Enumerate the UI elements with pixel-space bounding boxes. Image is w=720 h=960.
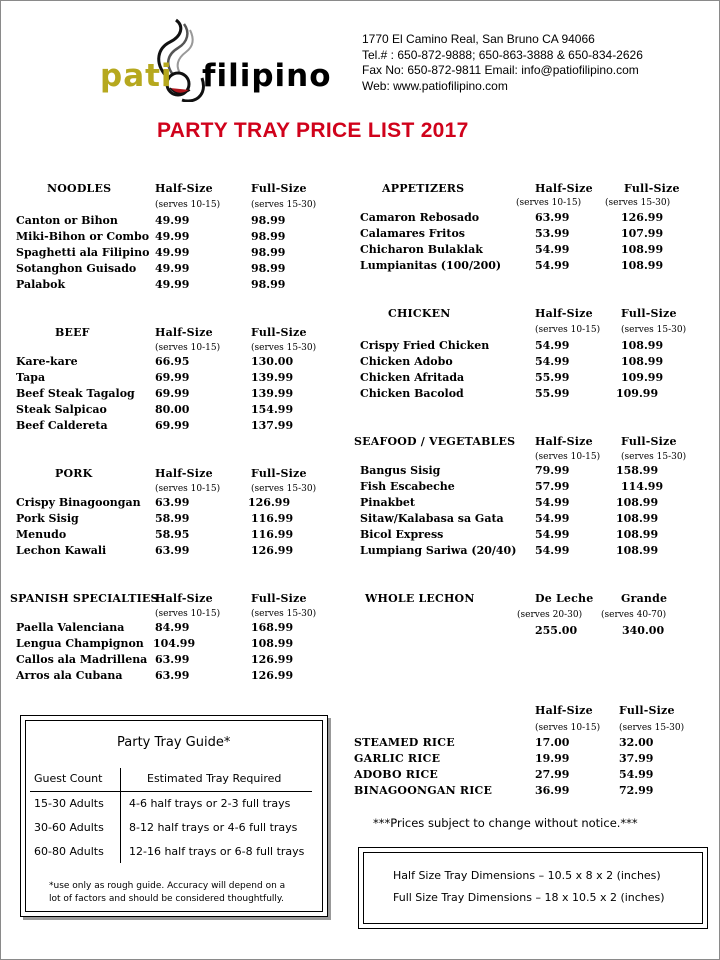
half-price: 104.99 xyxy=(153,637,196,650)
full-serves: (serves 15-30) xyxy=(619,723,685,733)
section-title-appetizers: APPETIZERS xyxy=(382,182,465,195)
full-serves: (serves 15-30) xyxy=(621,452,687,462)
section-title-beef: BEEF xyxy=(55,326,90,339)
section-title-chicken: CHICKEN xyxy=(388,307,451,320)
full-serves: (serves 15-30) xyxy=(605,198,671,208)
full-price: 137.99 xyxy=(251,419,294,432)
half-price: 53.99 xyxy=(535,227,570,240)
page-title: PARTY TRAY PRICE LIST 2017 xyxy=(157,119,469,142)
section-title-pork: PORK xyxy=(55,467,93,480)
full-price: 98.99 xyxy=(251,278,286,291)
half-serves: (serves 10-15) xyxy=(535,452,601,462)
full-price: 130.00 xyxy=(251,355,294,368)
half-price: 55.99 xyxy=(535,371,570,384)
half-serves: (serves 10-15) xyxy=(155,609,221,619)
full-price: 108.99 xyxy=(251,637,294,650)
half-price: 49.99 xyxy=(155,278,190,291)
menu-item: Spaghetti ala Filipino xyxy=(16,246,150,259)
half-price: 49.99 xyxy=(155,230,190,243)
guide-col-guest-count: Guest Count xyxy=(34,772,103,785)
section-title-spanish: SPANISH SPECIALTIES xyxy=(10,592,159,605)
full-price: 154.99 xyxy=(251,403,294,416)
full-size-header: Full-Size xyxy=(621,435,677,448)
half-price: 80.00 xyxy=(155,403,190,416)
half-price: 27.99 xyxy=(535,768,570,781)
fax-email: Fax No: 650-872-9811 Email: info@patiofilipino.com xyxy=(362,63,639,77)
full-price: 126.99 xyxy=(251,669,294,682)
half-price: 63.99 xyxy=(155,653,190,666)
half-price: 58.99 xyxy=(155,512,190,525)
menu-item: Chicharon Bulaklak xyxy=(360,243,483,256)
menu-item: Steak Salpicao xyxy=(16,403,107,416)
full-price: 168.99 xyxy=(251,621,294,634)
full-price: 54.99 xyxy=(619,768,654,781)
full-price: 32.00 xyxy=(619,736,654,749)
full-price: 108.99 xyxy=(621,243,664,256)
menu-item: Lengua Champignon xyxy=(16,637,144,650)
full-size-header: Full-Size xyxy=(621,307,677,320)
full-serves: (serves 15-30) xyxy=(251,609,317,619)
full-price: 37.99 xyxy=(619,752,654,765)
half-size-dimensions: Half Size Tray Dimensions – 10.5 x 8 x 2 (inches) xyxy=(393,869,661,882)
menu-item: Crispy Fried Chicken xyxy=(360,339,490,352)
half-price: 54.99 xyxy=(535,243,570,256)
full-size-header: Full-Size xyxy=(624,182,680,195)
half-price: 54.99 xyxy=(535,528,570,541)
menu-item: Crispy Binagoongan xyxy=(16,496,141,509)
menu-item: Palabok xyxy=(16,278,66,291)
menu-item: Sotanghon Guisado xyxy=(16,262,137,275)
rice-item: STEAMED RICE xyxy=(354,736,455,749)
full-price: 126.99 xyxy=(248,496,291,509)
half-serves: (serves 10-15) xyxy=(155,343,221,353)
full-price: 114.99 xyxy=(621,480,664,493)
half-size-header: Half-Size xyxy=(155,182,213,195)
grande-price: 340.00 xyxy=(622,624,665,637)
half-price: 36.99 xyxy=(535,784,570,797)
half-size-header: Half-Size xyxy=(155,326,213,339)
menu-item: Chicken Bacolod xyxy=(360,387,464,400)
half-price: 84.99 xyxy=(155,621,190,634)
guide-divider-vertical xyxy=(120,768,121,863)
full-price: 109.99 xyxy=(616,387,659,400)
half-price: 54.99 xyxy=(535,339,570,352)
guide-col-trays: Estimated Tray Required xyxy=(147,772,282,785)
menu-item: Lumpiang Sariwa (20/40) xyxy=(360,544,517,557)
price-notice: ***Prices subject to change without notice.*** xyxy=(373,816,638,830)
guide-note: *use only as rough guide. Accuracy will depend on a xyxy=(49,881,286,891)
rice-item: BINAGOONGAN RICE xyxy=(354,784,493,797)
full-serves: (serves 15-30) xyxy=(621,325,687,335)
half-serves: (serves 10-15) xyxy=(535,723,601,733)
half-price: 63.99 xyxy=(155,669,190,682)
full-price: 126.99 xyxy=(251,653,294,666)
full-size-header: Full-Size xyxy=(251,467,307,480)
guide-trays: 12-16 half trays or 6-8 full trays xyxy=(129,845,305,858)
half-size-header: Half-Size xyxy=(535,435,593,448)
half-serves: (serves 10-15) xyxy=(535,325,601,335)
full-size-dimensions: Full Size Tray Dimensions – 18 x 10.5 x 2 (inches) xyxy=(393,891,665,904)
full-price: 158.99 xyxy=(616,464,659,477)
full-price: 108.99 xyxy=(616,512,659,525)
full-price: 116.99 xyxy=(251,528,294,541)
half-price: 69.99 xyxy=(155,387,190,400)
half-price: 66.95 xyxy=(155,355,190,368)
menu-item: Miki-Bihon or Combo xyxy=(16,230,150,243)
half-price: 17.00 xyxy=(535,736,570,749)
half-price: 55.99 xyxy=(535,387,570,400)
half-price: 54.99 xyxy=(535,355,570,368)
menu-item: Callos ala Madrillena xyxy=(16,653,148,666)
rice-item: GARLIC RICE xyxy=(354,752,441,765)
menu-item: Camaron Rebosado xyxy=(360,211,480,224)
section-title-seafood: SEAFOOD / VEGETABLES xyxy=(354,435,516,448)
phone: Tel.# : 650-872-9888; 650-863-3888 & 650-834-2626 xyxy=(362,47,643,62)
guide-note: lot of factors and should be considered thoughtfully. xyxy=(49,894,284,904)
menu-item: Pork Sisig xyxy=(16,512,79,525)
half-price: 54.99 xyxy=(535,496,570,509)
menu-item: Canton or Bihon xyxy=(16,214,118,227)
half-size-header: Half-Size xyxy=(535,704,593,717)
logo-text-filipino: filipino xyxy=(202,58,332,94)
full-size-header: Full-Size xyxy=(619,704,675,717)
guide-guests: 15-30 Adults xyxy=(34,797,104,810)
half-serves: (serves 10-15) xyxy=(516,198,582,208)
menu-item: Lumpianitas (100/200) xyxy=(360,259,502,272)
full-price: 108.99 xyxy=(616,544,659,557)
half-price: 79.99 xyxy=(535,464,570,477)
menu-item: Beef Caldereta xyxy=(16,419,108,432)
full-price: 109.99 xyxy=(621,371,664,384)
de-leche-serves: (serves 20-30) xyxy=(517,610,583,620)
address: 1770 El Camino Real, San Bruno CA 94066 xyxy=(362,32,595,46)
tray-dimensions xyxy=(358,847,708,929)
half-price: 49.99 xyxy=(155,262,190,275)
full-size-header: Full-Size xyxy=(251,592,307,605)
de-leche-header: De Leche xyxy=(535,592,594,605)
full-price: 116.99 xyxy=(251,512,294,525)
menu-item: Tapa xyxy=(16,371,46,384)
half-price: 69.99 xyxy=(155,371,190,384)
half-price: 54.99 xyxy=(535,512,570,525)
full-serves: (serves 15-30) xyxy=(251,200,317,210)
full-price: 107.99 xyxy=(621,227,664,240)
half-size-header: Half-Size xyxy=(155,592,213,605)
half-size-header: Half-Size xyxy=(535,307,593,320)
menu-item: Bangus Sisig xyxy=(360,464,441,477)
full-price: 139.99 xyxy=(251,371,294,384)
menu-item: Sitaw/Kalabasa sa Gata xyxy=(360,512,504,525)
half-price: 19.99 xyxy=(535,752,570,765)
de-leche-price: 255.00 xyxy=(535,624,578,637)
full-serves: (serves 15-30) xyxy=(251,343,317,353)
half-serves: (serves 10-15) xyxy=(155,484,221,494)
menu-item: Fish Escabeche xyxy=(360,480,455,493)
menu-item: Lechon Kawali xyxy=(16,544,107,557)
menu-item: Bicol Express xyxy=(360,528,444,541)
full-price: 126.99 xyxy=(251,544,294,557)
half-price: 63.99 xyxy=(155,544,190,557)
menu-item: Beef Steak Tagalog xyxy=(16,387,135,400)
full-price: 98.99 xyxy=(251,246,286,259)
half-price: 58.95 xyxy=(155,528,190,541)
half-price: 57.99 xyxy=(535,480,570,493)
menu-item: Chicken Adobo xyxy=(360,355,453,368)
section-title-lechon: WHOLE LECHON xyxy=(365,592,475,605)
full-price: 126.99 xyxy=(621,211,664,224)
guide-divider-horizontal xyxy=(30,791,312,792)
guide-trays: 4-6 half trays or 2-3 full trays xyxy=(129,797,291,810)
full-size-header: Full-Size xyxy=(251,326,307,339)
full-serves: (serves 15-30) xyxy=(251,484,317,494)
menu-item: Calamares Fritos xyxy=(360,227,465,240)
half-price: 69.99 xyxy=(155,419,190,432)
full-price: 108.99 xyxy=(621,339,664,352)
half-price: 54.99 xyxy=(535,544,570,557)
website: Web: www.patiofilipino.com xyxy=(362,78,508,93)
menu-item: Paella Valenciana xyxy=(16,621,125,634)
guide-guests: 60-80 Adults xyxy=(34,845,104,858)
guide-guests: 30-60 Adults xyxy=(34,821,104,834)
contact-block xyxy=(362,32,643,94)
menu-item: Menudo xyxy=(16,528,67,541)
guide-trays: 8-12 half trays or 4-6 full trays xyxy=(129,821,298,834)
half-price: 49.99 xyxy=(155,246,190,259)
half-price: 63.99 xyxy=(535,211,570,224)
full-size-header: Full-Size xyxy=(251,182,307,195)
half-size-header: Half-Size xyxy=(155,467,213,480)
half-serves: (serves 10-15) xyxy=(155,200,221,210)
half-price: 63.99 xyxy=(155,496,190,509)
full-price: 108.99 xyxy=(621,355,664,368)
half-size-header: Half-Size xyxy=(535,182,593,195)
guide-title: Party Tray Guide* xyxy=(117,735,231,750)
full-price: 98.99 xyxy=(251,262,286,275)
grande-serves: (serves 40-70) xyxy=(601,610,667,620)
section-title-noodles: NOODLES xyxy=(47,182,112,195)
grande-header: Grande xyxy=(621,592,668,605)
menu-item: Chicken Afritada xyxy=(360,371,465,384)
full-price: 98.99 xyxy=(251,214,286,227)
full-price: 108.99 xyxy=(616,528,659,541)
full-price: 108.99 xyxy=(621,259,664,272)
logo-text-pati: pati xyxy=(100,58,173,94)
rice-item: ADOBO RICE xyxy=(354,768,438,781)
menu-item: Kare-kare xyxy=(16,355,78,368)
full-price: 98.99 xyxy=(251,230,286,243)
full-price: 108.99 xyxy=(616,496,659,509)
full-price: 139.99 xyxy=(251,387,294,400)
logo xyxy=(98,18,338,102)
half-price: 54.99 xyxy=(535,259,570,272)
menu-item: Pinakbet xyxy=(360,496,415,509)
half-price: 49.99 xyxy=(155,214,190,227)
menu-item: Arros ala Cubana xyxy=(16,669,123,682)
party-tray-guide xyxy=(20,715,328,917)
full-price: 72.99 xyxy=(619,784,654,797)
